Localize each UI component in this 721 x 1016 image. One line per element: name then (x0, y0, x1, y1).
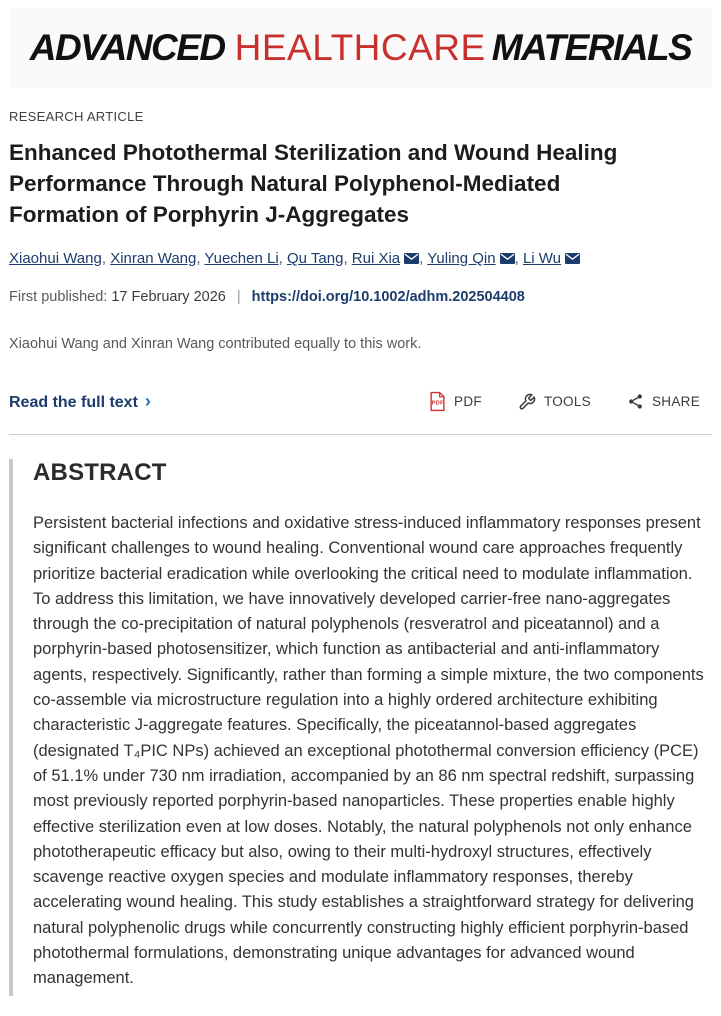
author-separator: , (343, 250, 348, 267)
email-envelope-icon[interactable] (404, 253, 419, 264)
author-item (287, 250, 352, 267)
author-link[interactable]: Qu Tang (287, 250, 344, 267)
author-link[interactable]: Yuling Qin (427, 250, 496, 267)
publication-info (9, 289, 712, 305)
author-separator: , (196, 250, 201, 267)
pdf-button[interactable] (429, 391, 482, 412)
author-link[interactable]: Rui Xia (351, 250, 401, 267)
author-list (9, 248, 712, 270)
tools-button[interactable] (518, 393, 591, 411)
email-envelope-icon[interactable] (500, 253, 515, 264)
journal-banner (9, 8, 712, 88)
author-separator: , (514, 250, 519, 267)
author-item (427, 250, 523, 267)
contribution-note: Xiaohui Wang and Xinran Wang contributed equally to this work. (9, 336, 422, 352)
pdf-icon (429, 391, 446, 412)
author-separator: , (101, 250, 107, 267)
author-item (9, 250, 110, 267)
read-full-text-label: Read the full text (9, 394, 138, 411)
email-envelope-icon[interactable] (565, 253, 580, 264)
author-item (110, 250, 204, 267)
author-item (352, 250, 427, 267)
logo-word-advanced: ADVANCED (29, 27, 225, 68)
tool-buttons (429, 391, 712, 412)
logo-word-healthcare: HEALTHCARE (234, 27, 486, 68)
author-link[interactable]: Xiaohui Wang (9, 250, 102, 267)
share-button-label: SHARE (651, 394, 700, 409)
wrench-icon (518, 393, 536, 411)
journal-logo (30, 27, 692, 69)
share-button[interactable] (627, 393, 700, 410)
logo-word-materials: MATERIALS (491, 27, 692, 68)
abstract-section (9, 459, 712, 996)
tools-button-label: TOOLS (543, 394, 591, 409)
author-separator: , (419, 250, 424, 267)
pdf-button-label: PDF (454, 394, 482, 409)
author-link[interactable]: Yuechen Li (204, 250, 279, 267)
pub-separator: | (236, 289, 241, 305)
author-link[interactable]: Li Wu (522, 250, 562, 267)
article-type-label: RESEARCH ARTICLE (9, 109, 144, 124)
action-row (9, 391, 712, 412)
author-link[interactable]: Xinran Wang (110, 250, 197, 267)
abstract-heading: ABSTRACT (33, 459, 167, 486)
first-published-date: 17 February 2026 (111, 289, 226, 305)
article-title: Enhanced Photothermal Sterilization and Wound Healing Performance Through Natural Polyphenol-Mediated Formation of Porphyrin J-Aggregates (9, 140, 618, 227)
author-separator: , (278, 250, 283, 267)
share-icon (627, 393, 644, 410)
section-divider (9, 434, 712, 435)
chevron-right-icon: › (144, 391, 151, 411)
read-full-text-link[interactable] (9, 391, 151, 412)
svg-text:PDF: PDF (431, 400, 444, 407)
author-item (523, 250, 580, 267)
author-item (204, 250, 287, 267)
doi-link[interactable]: https://doi.org/10.1002/adhm.202504408 (251, 289, 525, 305)
abstract-body: Persistent bacterial infections and oxidative stress-induced inflammatory responses present significant challenges to wound healing. Conventional wound care approaches frequently prioritize bacterial eradication while overlooking the critical need to modulate inflammation. To address this limitation, we have innovatively developed carrier-free nano-aggregates through the co-precipitation of natural polyphenols (resveratrol and piceatannol) and a porphyrin-based photosensitizer, which function as antibacterial and anti-inflammatory agents, respectively. Significantly, rather than forming a simple mixture, the two components co-assemble via microstructure regulation into a highly ordered architecture exhibiting characteristic J-aggregate features. Specifically, the piceatannol-based aggregates (designated T₄PIC NPs) achieved an exceptional photothermal conversion efficiency (PCE) of 51.1% under 730 nm irradiation, accompanied by an 86 nm spectral redshift, surpassing most previously reported porphyrin-based nanoparticles. These properties enable highly effective sterilization even at low doses. Notably, the natural polyphenols not only enhance phototherapeutic efficacy but also, owing to their multi-hydroxyl structures, effectively scavenge reactive oxygen species and modulate inflammatory responses, thereby accelerating wound healing. This study establishes a straightforward strategy for delivering natural polyphenolic drugs while concurrently constructing highly efficient porphyrin-based photothermal formulations, demonstrating unique advantages for advanced wound management. (33, 514, 704, 988)
first-published-label: First published: (9, 289, 108, 305)
